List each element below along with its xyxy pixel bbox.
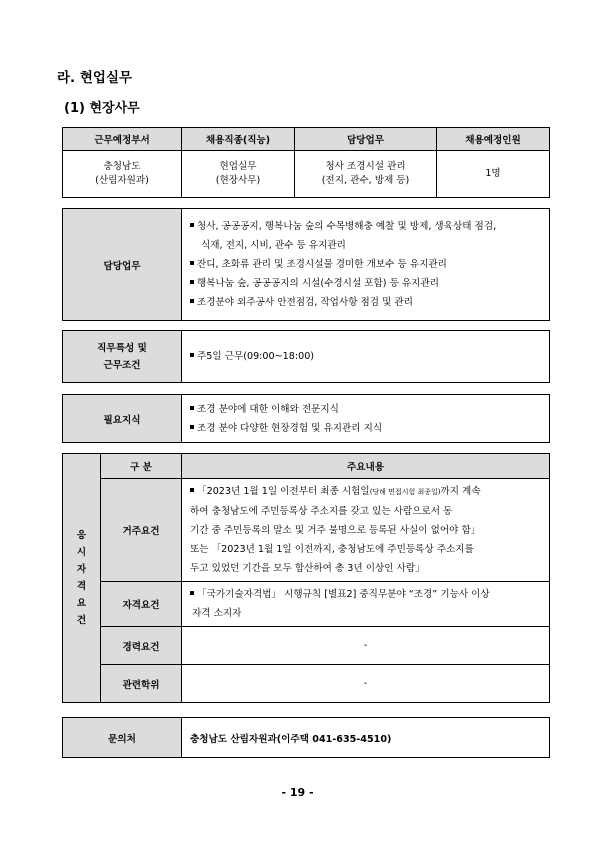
bullet-icon [190, 353, 194, 357]
page-number: - 19 - [281, 786, 314, 799]
header-content: 주요내용 [182, 454, 550, 479]
conditions-table [62, 330, 550, 383]
knowledge-table [62, 394, 550, 443]
list-item: 조경 분야에 대한 이해와 전문지식 [190, 400, 543, 419]
list-item: 주5일 근무(09:00~18:00) [190, 347, 543, 366]
list-item: 청사, 공공공지, 행복나눔 숲의 수목병해충 예찰 및 방제, 생육상태 점검, [190, 217, 543, 236]
bullet-icon [190, 280, 194, 284]
list-item: 조경 분야 다양한 현장경험 및 유지관리 지식 [190, 419, 543, 438]
bullet-icon [190, 591, 194, 595]
duties-content [182, 209, 550, 321]
recruitment-summary-table [62, 127, 550, 198]
career-label: 경력요건 [101, 627, 182, 665]
residence-label: 거주요건 [101, 479, 182, 582]
residence-content: 「2023년 1월 1일 이전부터 최종 시험일(당해 면접시험 최종일)까지 계속 하여 충청남도에 주민등록상 주소지를 갖고 있는 사람으로서 동 기간 중 주민등록의 말소 및 거주 불명으로 등록된 사실이 없어야 함」 또는 「2023년 1월 1일 이전까지, 충청남도에 주민등록상 주소지를 두고 있었던 기간을 모두 합산하여 총 3년 이상인 사람」 [182, 479, 550, 582]
subsection-title: (1) 현장사무 [64, 101, 140, 116]
contact-value: 충청남도 산림자원과(이주택 041-635-4510) [182, 718, 550, 758]
bullet-icon [190, 425, 194, 429]
header-duty: 담당업무 [295, 128, 437, 151]
header-job: 채용직종(직능) [182, 128, 295, 151]
license-label: 자격요건 [101, 582, 182, 627]
list-item-continuation: 식재, 전지, 시비, 관수 등 유지관리 [201, 240, 346, 251]
contact-table [62, 717, 550, 758]
major-value: - [182, 665, 550, 703]
list-item: 조경분야 외주공사 안전점검, 작업사항 점검 및 관리 [190, 293, 543, 312]
conditions-label: 직무특성 및 근무조건 [63, 331, 182, 383]
bullet-icon [190, 406, 194, 410]
cell-dept: 충청남도 (산림자원과) [63, 151, 182, 198]
conditions-content [182, 331, 550, 383]
header-count: 채용예정인원 [437, 128, 550, 151]
header-dept: 근무예정부서 [63, 128, 182, 151]
qualifications-side-label: 응 시 자 격 요 건 [63, 454, 101, 703]
cell-duty: 청사 조경시설 관리 (전지, 관수, 방제 등) [295, 151, 437, 198]
bullet-icon [190, 261, 194, 265]
section-title: 라. 현업실무 [57, 70, 133, 86]
knowledge-content [182, 395, 550, 443]
bullet-icon [190, 299, 194, 303]
contact-label: 문의처 [63, 718, 182, 758]
bullet-icon [190, 488, 194, 492]
duties-label: 담당업무 [63, 209, 182, 321]
list-item: 행복나눔 숲, 공공공지의 시설(수경시설 포함) 등 유지관리 [190, 274, 543, 293]
header-category: 구 분 [101, 454, 182, 479]
cell-count: 1명 [437, 151, 550, 198]
bullet-icon [190, 223, 194, 227]
cell-job: 현업실무 (현장사무) [182, 151, 295, 198]
career-value: - [182, 627, 550, 665]
duties-table [62, 208, 550, 321]
major-label: 관련학위 [101, 665, 182, 703]
list-item: 잔디, 초화류 관리 및 조경시설물 경미한 개보수 등 유지관리 [190, 255, 543, 274]
license-content: 「국가기술자격법」 시행규칙 [별표2] 중직무분야 “조경” 기능사 이상 자격 소지자 [182, 582, 550, 627]
knowledge-label: 필요지식 [63, 395, 182, 443]
qualifications-table [62, 453, 550, 703]
